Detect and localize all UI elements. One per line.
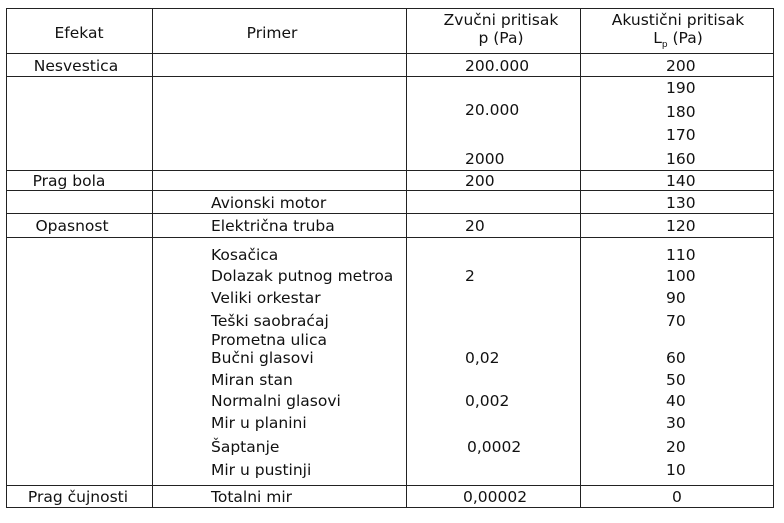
effect-nesvestica: Nesvestica bbox=[33, 57, 119, 75]
row-divider bbox=[6, 237, 774, 238]
table-col-divider bbox=[406, 8, 407, 508]
example-cell: Šaptanje bbox=[211, 438, 280, 456]
level-cell: 140 bbox=[666, 172, 696, 190]
header-pressure bbox=[444, 11, 559, 47]
effect-prag-bola: Prag bola bbox=[32, 172, 106, 190]
example-cell: Veliki orkestar bbox=[211, 289, 321, 307]
level-cell: 10 bbox=[666, 461, 686, 479]
row-divider bbox=[6, 485, 774, 486]
effect-prag-cujnosti: Prag čujnosti bbox=[27, 488, 129, 506]
level-cell: 100 bbox=[666, 267, 696, 285]
example-cell: Mir u planini bbox=[211, 414, 307, 432]
pressure-cell: 20.000 bbox=[465, 101, 520, 119]
example-cell: Normalni glasovi bbox=[211, 392, 341, 410]
level-cell: 70 bbox=[666, 312, 686, 330]
effect-opasnost: Opasnost bbox=[35, 217, 109, 235]
level-cell: 50 bbox=[666, 371, 686, 389]
header-level-unit: (Pa) bbox=[667, 29, 703, 47]
header-pressure-line2: p (Pa) bbox=[478, 29, 524, 47]
level-cell: 200 bbox=[666, 57, 696, 75]
pressure-cell: 20 bbox=[465, 217, 485, 235]
level-cell: 120 bbox=[666, 217, 696, 235]
level-cell: 180 bbox=[666, 103, 696, 121]
level-cell: 20 bbox=[666, 438, 686, 456]
example-cell: Avionski motor bbox=[211, 194, 327, 212]
header-example: Primer bbox=[246, 24, 298, 42]
example-cell: Električna truba bbox=[211, 217, 335, 235]
level-cell: 0 bbox=[672, 488, 682, 506]
level-cell: 30 bbox=[666, 414, 686, 432]
sound-pressure-table bbox=[6, 8, 774, 508]
level-cell: 170 bbox=[666, 126, 696, 144]
example-cell: Miran stan bbox=[211, 371, 293, 389]
pressure-cell: 0,02 bbox=[465, 349, 500, 367]
level-cell: 40 bbox=[666, 392, 686, 410]
row-divider bbox=[6, 213, 774, 214]
pressure-cell: 0,0002 bbox=[467, 438, 522, 456]
header-level-symbol: L bbox=[653, 29, 662, 47]
header-level-subscript: p bbox=[661, 40, 668, 50]
row-divider bbox=[6, 76, 774, 77]
example-cell: Totalni mir bbox=[211, 488, 293, 506]
level-cell: 160 bbox=[666, 150, 696, 168]
header-effect: Efekat bbox=[54, 24, 104, 42]
example-cell: Bučni glasovi bbox=[211, 349, 314, 367]
row-divider bbox=[6, 170, 774, 171]
example-cell: Kosačica bbox=[211, 246, 279, 264]
table-col-divider bbox=[580, 8, 581, 508]
pressure-cell: 2000 bbox=[465, 150, 505, 168]
header-level-line1: Akustični pritisak bbox=[611, 11, 745, 29]
level-cell: 60 bbox=[666, 349, 686, 367]
table-border-left bbox=[6, 8, 7, 508]
table-border-right bbox=[773, 8, 774, 508]
table-border-bottom bbox=[6, 507, 774, 508]
pressure-cell: 0,002 bbox=[465, 392, 510, 410]
header-level-line2 bbox=[612, 29, 744, 54]
table-col-divider bbox=[152, 8, 153, 508]
example-cell: Teški saobraćaj bbox=[211, 312, 329, 330]
level-cell: 130 bbox=[666, 194, 696, 212]
example-cell: Dolazak putnog metroa bbox=[211, 267, 394, 285]
header-level bbox=[612, 11, 744, 54]
row-divider bbox=[6, 190, 774, 191]
table-border-top bbox=[6, 8, 774, 9]
level-cell: 190 bbox=[666, 79, 696, 97]
example-cell: Mir u pustinji bbox=[211, 461, 312, 479]
example-cell: Prometna ulica bbox=[211, 331, 328, 349]
level-cell: 110 bbox=[666, 246, 696, 264]
pressure-cell: 2 bbox=[465, 267, 475, 285]
level-cell: 90 bbox=[666, 289, 686, 307]
pressure-cell: 200.000 bbox=[465, 57, 530, 75]
pressure-cell: 0,00002 bbox=[463, 488, 528, 506]
pressure-cell: 200 bbox=[465, 172, 495, 190]
header-pressure-line1: Zvučni pritisak bbox=[443, 11, 559, 29]
